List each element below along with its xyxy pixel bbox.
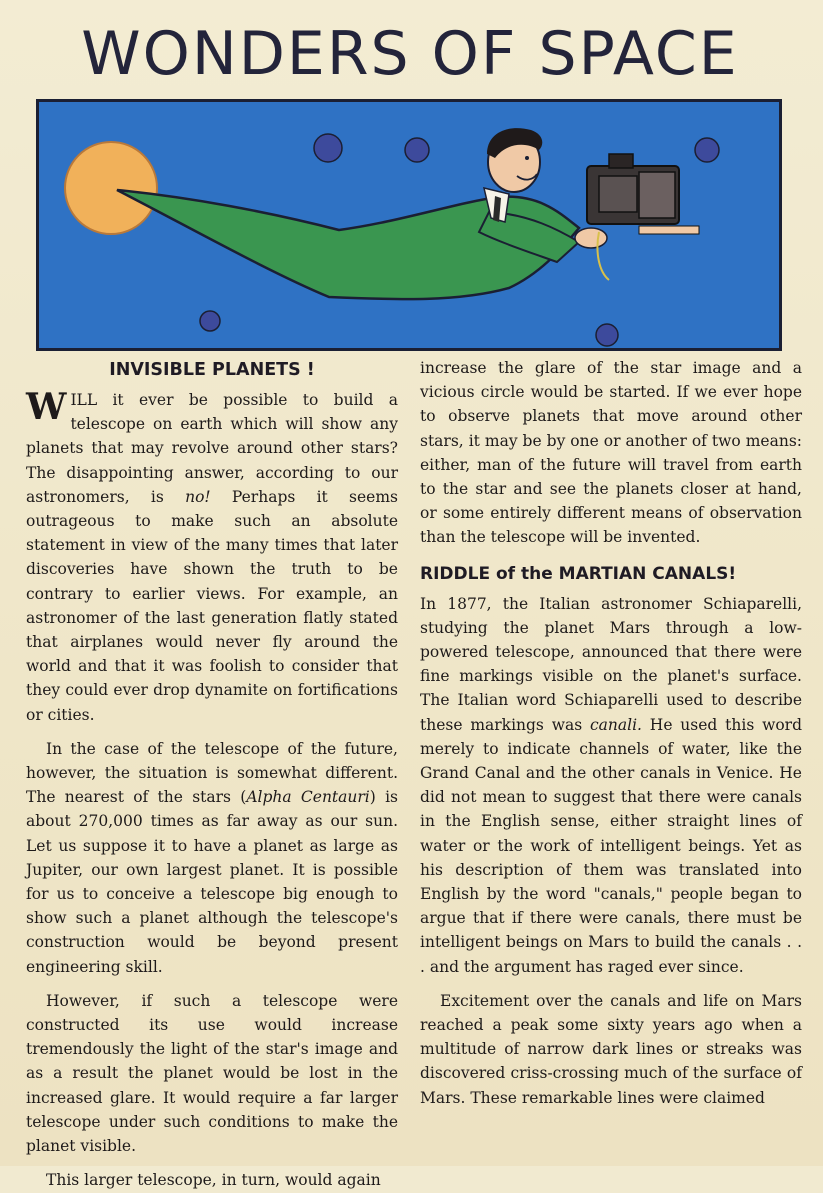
paragraph: Excitement over the canals and life on Mars reached a peak some sixty years ago when a multitude of narrow dark lines or streaks was discovered criss-crossing much of the surface of Mars. These remarkable lines were claimed <box>420 991 802 1107</box>
camera-icon <box>587 154 699 280</box>
planet-icon <box>695 138 719 162</box>
paragraph: This larger telescope, in turn, would again <box>46 1171 381 1190</box>
section-heading-invisible-planets: INVISIBLE PLANETS ! <box>109 360 315 380</box>
left-column <box>26 356 398 1193</box>
page-title: WONDERS OF SPACE <box>81 19 739 89</box>
planet-icon <box>596 324 618 346</box>
paragraph: increase the glare of the star image and a vicious circle would be started. If we ever hope to observe planets that move around other stars, it may be by one or another of two means: either, man of the future will travel from earth to the star and see the planets closer at hand, or some entirely different means of observation than the telescope will be invented. <box>420 359 802 547</box>
paragraph: In the case of the telescope of the future, however, the situation is somewhat different. The nearest of the stars (Alpha Centauri) is about 270,000 times as far away as our sun. Let us suppose it to have a planet as large as Jupiter, our own largest planet. It is possible for us to conceive a telescope big enough to show such a planet although the telescope's construction would be beyond present engineering skill. <box>26 739 399 976</box>
planet-icon <box>314 134 342 162</box>
man-flying-with-camera-illustration <box>39 102 779 348</box>
paragraph: In 1877, the Italian astronomer Schiaparelli, studying the planet Mars through a low-powered telescope, announced that there were fine markings visible on the planet's surface. The Italian word Schiaparelli used to describe these markings was canali. He used this word merely to indicate channels of water, like the Grand Canal and the other canals in Venice. He did not mean to suggest that there were canals in the English sense, either straight lines of water or the work of intelligent beings. Yet as his description of them was translated into English by the word "canals," people began to argue that if there were canals, there must be intelligent beings on Mars to build the canals . . . and the argument has raged ever since. <box>420 594 803 976</box>
planet-icon <box>200 311 220 331</box>
right-column <box>420 356 802 1110</box>
planet-icon <box>405 138 429 162</box>
hand <box>575 228 607 248</box>
paragraph: However, if such a telescope were constructed its use would increase tremendously the light of the star's image and as a result the planet would be lost in the increased glare. It would require a far larger telescope under such conditions to make the planet visible. <box>26 991 398 1156</box>
paragraph: WILL it ever be possible to build a telescope on earth which will show any planets that may revolve around other stars? The disappointing answer, according to our astronomers, is no! Perhaps it seems outrageous to make such an absolute statement in view of the many times that later discoveries have shown the truth to be contrary to earlier views. For example, an astronomer of the last generation flatly stated that airplanes would never fly around the world and that it was foolish to consider that they could ever drop dynamite on fortifications or cities. <box>26 386 398 724</box>
sun-icon <box>65 142 157 234</box>
section-heading-martian-canals: RIDDLE of the MARTIAN CANALS! <box>420 563 737 584</box>
drop-cap: W <box>26 386 67 428</box>
illustration-panel <box>36 99 782 351</box>
